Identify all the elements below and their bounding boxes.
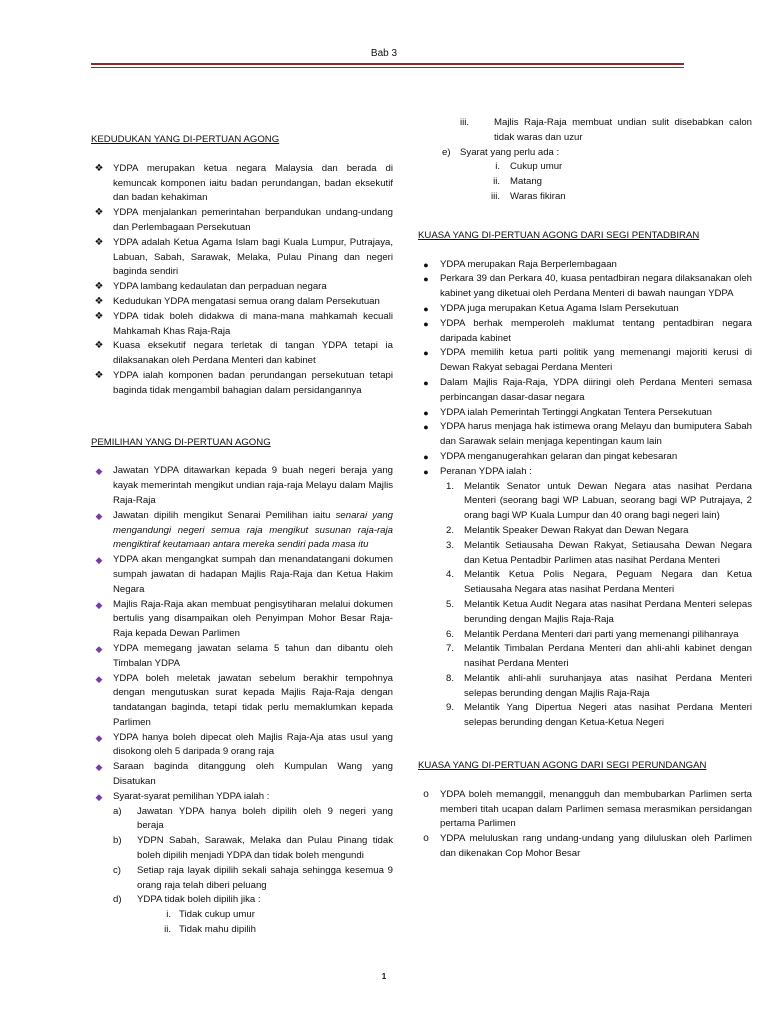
sub-item: c) Setiap raja layak dipilih sekali sahaja sehingga kesemua 9 orang raja telah diberi peluang	[113, 864, 393, 891]
diamond-bullet-icon: ❖	[94, 295, 104, 307]
numbered-item: 7. Melantik Timbalan Perdana Menteri dan ahli-ahli kabinet dengan nasihat Perdana Menteri	[446, 643, 752, 670]
list-item: ❖ Kedudukan YDPA mengatasi semua orang dalam Persekutuan	[91, 295, 393, 310]
list-item: ❖ YDPA menjalankan pemerintahan berpandukan undang-undang dan Perlembagaan Persekutuan	[91, 206, 393, 236]
list-item: ● YDPA ialah Pemerintah Tertinggi Angkatan Tentera Persekutuan	[418, 406, 752, 421]
section-heading-perundangan: KUASA YANG DI-PERTUAN AGONG DARI SEGI PERUNDANGAN	[418, 760, 707, 772]
diamond-bullet-icon: ❖	[94, 281, 104, 293]
arrow-bullet-icon: ◆	[95, 643, 103, 654]
dot-bullet-icon: ●	[423, 259, 429, 270]
pentadbiran-list	[418, 258, 752, 732]
dot-bullet-icon: ●	[423, 303, 429, 314]
page-number: 1	[381, 972, 387, 981]
diamond-bullet-icon: ❖	[94, 236, 104, 248]
list-item: ● YDPA memilih ketua parti politik yang memenangi majoriti kerusi di Dewan Rakyat sebagai Perdana Menteri	[418, 346, 752, 376]
roman-item: i. Cukup umur	[495, 161, 563, 173]
list-item: ❖ Kuasa eksekutif negara terletak di tangan YDPA tetapi ia dilaksanakan oleh Perdana Menteri dan kabinet	[91, 339, 393, 369]
numbered-item: 1. Melantik Senator untuk Dewan Negara atas nasihat Perdana Menteri (seorang bagi WP Labuan, seorang bagi WP Putrajaya, 2 orang bagi WP Kuala Lumpur dan 40 orang bagi negeri lain)	[446, 480, 752, 522]
dot-bullet-icon: ●	[423, 407, 429, 418]
list-item: ◆ Majlis Raja-Raja akan membuat pengisytiharan melalui dokumen bertulis yang disampaikan oleh Penyimpan Mohor Besar Raja-Raja kepada Dewan Parlimen	[91, 598, 393, 642]
arrow-bullet-icon: ◆	[95, 555, 103, 566]
list-item: ● YDPA berhak memperoleh maklumat tentang pentadbiran negara daripada kabinet	[418, 317, 752, 347]
dot-bullet-icon: ●	[423, 348, 429, 359]
pemilihan-list	[91, 464, 393, 938]
dot-bullet-icon: ●	[423, 466, 429, 477]
section-heading-kedudukan: KEDUDUKAN YANG DI-PERTUAN AGONG	[91, 134, 280, 145]
header-rule-thick	[91, 63, 684, 65]
dot-bullet-icon: ●	[423, 318, 429, 329]
list-item: ❖ YDPA ialah komponen badan perundangan persekutuan tetapi baginda tidak mengambil bahagian dalam persidangannya	[91, 369, 393, 399]
numbered-item: 9. Melantik Yang Dipertua Negeri atas nasihat Perdana Menteri selepas berunding dengan Ketua-Ketua Negeri	[446, 702, 752, 729]
sub-item: d) YDPA tidak boleh dipilih jika : i. Tidak cukup umur ii. Tidak mahu dipilih	[113, 893, 393, 937]
list-item: ● YDPA merupakan Raja Berperlembagaan	[418, 258, 752, 273]
dot-bullet-icon: ●	[423, 451, 429, 462]
dot-bullet-icon: ●	[423, 377, 429, 388]
arrow-bullet-icon: ◆	[95, 762, 103, 773]
page-header-title: Bab 3	[370, 48, 398, 59]
diamond-bullet-icon: ❖	[94, 162, 104, 174]
list-item: ◆ YDPA hanya boleh dipecat oleh Majlis Raja-Aja atas usul yang disokong oleh 5 daripada 9 orang raja	[91, 731, 393, 761]
roman-item-continued: iii. Majlis Raja-Raja membuat undian sulit disebabkan calon tidak waras dan uzur	[460, 117, 752, 143]
italic-text: senarai yang mengandungi negeri semua raja mengikut susunan raja-raja mengiktiraf keutamaan antara mereka sendiri pada masa itu	[113, 509, 393, 551]
list-item: ❖ YDPA tidak boleh didakwa di mana-mana mahkamah kecuali Mahkamah Khas Raja-Raja	[91, 310, 393, 340]
roman-item: ii. Matang	[493, 176, 542, 188]
numbered-item: 5. Melantik Ketua Audit Negara atas nasihat Perdana Menteri selepas berunding dengan Majlis Raja-Raja	[446, 598, 752, 625]
diamond-bullet-icon: ❖	[94, 310, 104, 322]
syarat-e-list	[418, 160, 752, 204]
header-rule-thin	[91, 67, 684, 68]
syarat-sublist	[113, 805, 393, 938]
list-item: ● Perkara 39 dan Perkara 40, kuasa pentadbiran negara dilaksanakan oleh kabinet yang diketuai oleh Perdana Menteri di bawah naungan YDPA	[418, 272, 752, 302]
list-item: ● Peranan YDPA ialah : 1. Melantik Senator untuk Dewan Negara atas nasihat Perdana Menteri (seorang bagi WP Labuan, seorang bagi WP Putrajaya, 2 orang bagi WP Kuala Lumpur dan 40 orang bagi negeri lain) 2. Melantik Speaker Dewan Rakyat dan Dewan Negara 3. Melantik Setiausaha Dewan Rakyat, Setiausaha Dewan Negara dan Ketua Pentadbir Parlimen atas nasihat Perdana Menteri 4. Melantik Ketua Polis Negara, Peguam Negara dan Ketua Setiausaha Negara atas nasihat Perdana Menteri 5. Melantik Ketua Audit Negara atas nasihat Perdana Menteri selepas berunding dengan Majlis Raja-Raja 6. Melantik Perdana Menteri dari parti yang memenangi pilihanraya 7. Melantik Timbalan Perdana Menteri dan ahli-ahli kabinet dengan nasihat Perdana Menteri 8. Melantik ahli-ahli suruhanjaya atas nasihat Perdana Menteri selepas berunding dengan Majlis Raja-Raja 9. Melantik Yang Dipertua Negeri atas nasihat Perdana Menteri selepas berunding dengan Ketua-Ketua Negeri	[418, 465, 752, 731]
numbered-item: 4. Melantik Ketua Polis Negara, Peguam Negara dan Ketua Setiausaha Negara atas nasihat Perdana Menteri	[446, 569, 752, 596]
list-item: o YDPA boleh memanggil, menangguh dan membubarkan Parlimen serta memberi titah ucapan dalam Parlimen semasa merasmikan persidangan pertama Parlimen	[418, 788, 752, 832]
numbered-item: 8. Melantik ahli-ahli suruhanjaya atas nasihat Perdana Menteri selepas berunding dengan Majlis Raja-Raja	[446, 672, 752, 699]
numbered-item: 2. Melantik Speaker Dewan Rakyat dan Dewan Negara	[446, 524, 689, 536]
arrow-bullet-icon: ◆	[95, 510, 103, 521]
numbered-item: 3. Melantik Setiausaha Dewan Rakyat, Setiausaha Dewan Negara dan Ketua Pentadbir Parlimen atas nasihat Perdana Menteri	[446, 539, 752, 566]
roman-item: iii. Waras fikiran	[490, 190, 566, 202]
list-item: ❖ YDPA merupakan ketua negara Malaysia dan berada di kemuncak komponen iaitu badan perundangan, badan eksekutif dan badan kehakiman	[91, 162, 393, 206]
list-item: o YDPA meluluskan rang undang-undang yang diluluskan oleh Parlimen dan dikenakan Cop Mohor Besar	[418, 832, 752, 862]
circle-bullet-icon: o	[423, 833, 429, 845]
diamond-bullet-icon: ❖	[94, 340, 104, 352]
list-item: ● YDPA harus menjaga hak istimewa orang Melayu dan bumiputera Sabah dan Sarawak selain menjaga kepentingan kaum lain	[418, 420, 752, 450]
dot-bullet-icon: ●	[423, 422, 429, 433]
numbered-item: 6. Melantik Perdana Menteri dari parti yang memenangi pilihanraya	[446, 628, 739, 640]
list-item: ◆ YDPA akan mengangkat sumpah dan menandatangani dokumen sumpah jawatan di hadapan Majlis Raja-Raja dan Ketua Hakim Negara	[91, 553, 393, 597]
peranan-list	[440, 480, 752, 732]
section-heading-pemilihan: PEMILIHAN YANG DI-PERTUAN AGONG	[91, 436, 271, 448]
list-item: ● YDPA juga merupakan Ketua Agama Islam Persekutuan	[418, 302, 752, 317]
perundangan-list	[418, 788, 752, 862]
sub-item: a) Jawatan YDPA hanya boleh dipilih oleh 9 negeri yang beraja	[113, 805, 393, 832]
list-item: ● Dalam Majlis Raja-Raja, YDPA diiringi oleh Perdana Menteri semasa perbincangan dasar-dasar negara	[418, 376, 752, 406]
roman-item: ii. Tidak mahu dipilih	[164, 924, 256, 936]
diamond-bullet-icon: ❖	[94, 207, 104, 219]
list-item: ❖ YDPA adalah Ketua Agama Islam bagi Kuala Lumpur, Putrajaya, Labuan, Sabah, Sarawak, Melaka, Pulau Pinang dan negeri baginda sendiri	[91, 236, 393, 280]
list-item: ❖ YDPA lambang kedaulatan dan perpaduan negara	[91, 280, 393, 295]
sub-item: b) YDPN Sabah, Sarawak, Melaka dan Pulau Pinang tidak boleh dipilih menjadi YDPA dan tidak boleh mengundi	[113, 835, 393, 862]
arrow-bullet-icon: ◆	[95, 466, 103, 477]
kedudukan-list	[91, 162, 393, 399]
roman-item: i. Tidak cukup umur	[166, 909, 255, 921]
diamond-bullet-icon: ❖	[94, 369, 104, 381]
list-item: ◆ Jawatan YDPA ditawarkan kepada 9 buah negeri beraja yang kayak memerintah mengikut undian raja-raja Melayu dalam Majlis Raja-Raja	[91, 464, 393, 508]
list-item: ◆ Syarat-syarat pemilihan YDPA ialah : a) Jawatan YDPA hanya boleh dipilih oleh 9 negeri yang beraja b) YDPN Sabah, Sarawak, Melaka dan Pulau Pinang tidak boleh dipilih menjadi YDPA dan tidak boleh mengundi c) Setiap raja layak dipilih sekali sahaja sehingga kesemua 9 orang raja telah diberi peluang d) YDPA tidak boleh dipilih jika : i. Tidak cukup umur ii. Tidak mahu dipilih	[91, 790, 393, 938]
list-item: ◆ Saraan baginda ditanggung oleh Kumpulan Wang yang Disatukan	[91, 760, 393, 790]
list-item: ◆ Jawatan dipilih mengikut Senarai Pemilihan iaitu senarai yang mengandungi negeri semua raja mengikut susunan raja-raja mengiktiraf keutamaan antara mereka sendiri pada masa itu	[91, 509, 393, 553]
list-item: ● YDPA menganugerahkan gelaran dan pingat kebesaran	[418, 450, 752, 465]
list-item: ◆ YDPA boleh meletak jawatan sebelum berakhir tempohnya dengan mengutuskan surat kepada Majlis Raja-Raja dengan tandatangan baginda, tetapi tidak perlu memaklumkan kepada Parlimen	[91, 672, 393, 731]
right-column	[418, 116, 752, 862]
left-column	[91, 133, 393, 938]
section-heading-pentadbiran: KUASA YANG DI-PERTUAN AGONG DARI SEGI PENTADBIRAN	[418, 229, 700, 241]
syarat-e-block: e) Syarat yang perlu ada :	[442, 146, 560, 158]
arrow-bullet-icon: ◆	[95, 791, 103, 802]
roman-sublist	[137, 908, 393, 938]
dot-bullet-icon: ●	[423, 274, 429, 285]
circle-bullet-icon: o	[423, 788, 429, 800]
arrow-bullet-icon: ◆	[95, 673, 103, 684]
list-item: ◆ YDPA memegang jawatan selama 5 tahun dan dibantu oleh Timbalan YDPA	[91, 642, 393, 672]
arrow-bullet-icon: ◆	[95, 732, 103, 743]
arrow-bullet-icon: ◆	[95, 599, 103, 610]
